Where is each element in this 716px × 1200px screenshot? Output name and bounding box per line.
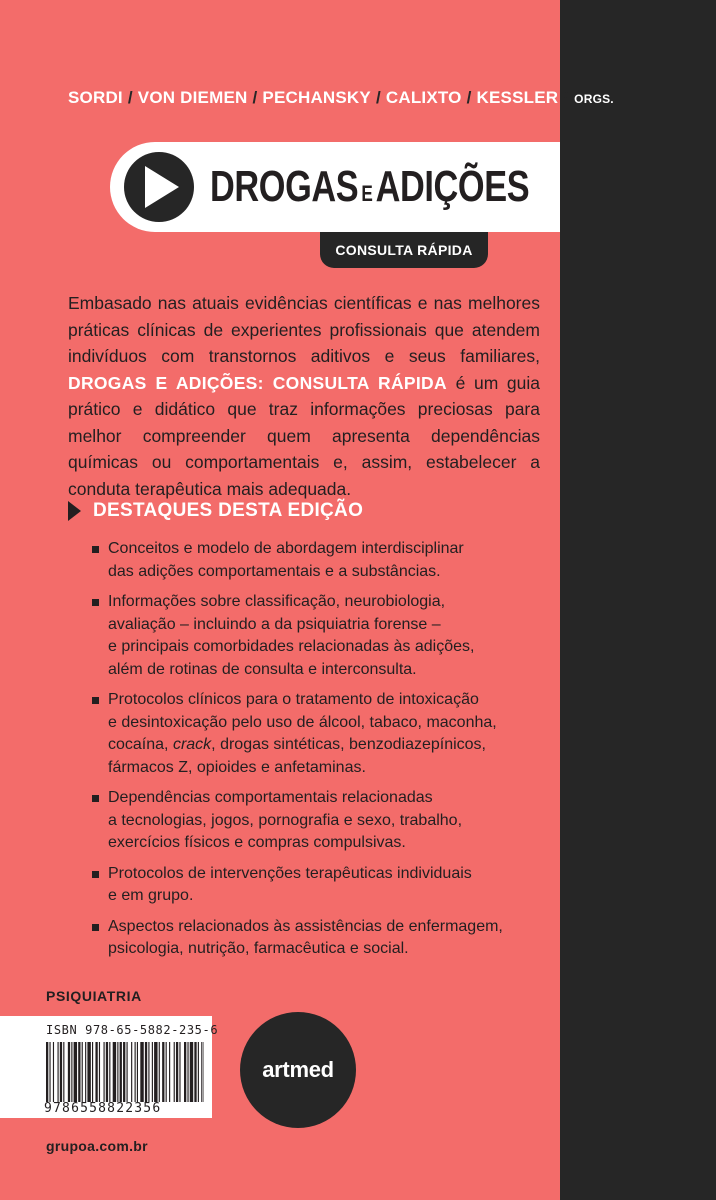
title-connector: E (361, 181, 373, 206)
highlights-heading-label: DESTAQUES DESTA EDIÇÃO (93, 500, 364, 521)
author-name: PECHANSKY (262, 88, 371, 107)
category-label: PSIQUIATRIA (46, 988, 142, 1004)
author-name: KESSLER (476, 88, 559, 107)
author-name: VON DIEMEN (137, 88, 248, 107)
intro-text-before: Embasado nas atuais evidências científicas e nas melhores práticas clínicas de experientes profissionais que atendem indivíduos com transtornos aditivos e seus familiares, (68, 293, 540, 366)
list-item (92, 538, 532, 583)
square-bullet-icon (92, 697, 99, 704)
square-bullet-icon (92, 795, 99, 802)
book-title (210, 160, 529, 214)
list-item (92, 787, 532, 855)
author-separator: / (252, 88, 258, 107)
intro-text-after: é um guia prático e didático que traz informações preciosas para melhor compreender quem apresenta dependências químicas ou comportamentais e, assim, estabelecer a conduta terapêutica mais adequada. (68, 372, 541, 499)
intro-paragraph (68, 290, 540, 502)
square-bullet-icon (92, 546, 99, 553)
list-item-text: Aspectos relacionados às assistências de enfermagem, psicologia, nutrição, farmacêutica e social. (108, 917, 503, 957)
barcode-image (46, 1042, 204, 1102)
highlights-list (92, 538, 532, 969)
book-subtitle: CONSULTA RÁPIDA (320, 232, 488, 268)
author-separator: / (127, 88, 133, 107)
play-icon (124, 152, 194, 222)
author-separator: / (563, 88, 569, 107)
title-part-1: DROGAS (210, 162, 359, 211)
list-item (92, 689, 532, 779)
list-item-text-part: Protocolos clínicos para o tratamento de intoxicação e desintoxicação pelo uso de álcool, tabaco, maconha, cocaína, (108, 691, 497, 753)
square-bullet-icon (92, 599, 99, 606)
author-name: CALIXTO (385, 88, 462, 107)
highlights-heading (68, 497, 363, 525)
publisher-logo: artmed (240, 1012, 356, 1128)
isbn-text: ISBN 978-65-5882-235-6 (46, 1023, 219, 1037)
list-item (92, 863, 532, 908)
list-item-italic: crack (172, 736, 212, 753)
title-part-2: ADIÇÕES (375, 162, 530, 211)
square-bullet-icon (92, 924, 99, 931)
list-item-text: Conceitos e modelo de abordagem interdisciplinar das adições comportamentais e a substâncias. (108, 540, 464, 580)
barcode-number: 9786558822356 (44, 1101, 162, 1116)
list-item-text (108, 691, 497, 776)
square-bullet-icon (92, 871, 99, 878)
list-item-text: Dependências comportamentais relacionadas a tecnologias, jogos, pornografia e sexo, trabalho, exercícios físicos e compras compulsivas. (108, 789, 463, 851)
list-item-text: Informações sobre classificação, neurobiologia, avaliação – incluindo a da psiquiatria forense – e principais comorbidades relacionadas às adições, além de rotinas de consulta e interconsulta. (108, 593, 475, 678)
list-item-text-part: , drogas sintéticas, benzodiazepínicos, fármacos Z, opioides e anfetaminas. (108, 736, 486, 776)
website-link: grupoa.com.br (46, 1138, 148, 1154)
arrow-right-icon (68, 501, 81, 521)
authors-line (68, 88, 614, 112)
list-item (92, 591, 532, 681)
list-item-text: Protocolos de intervenções terapêuticas individuais e em grupo. (108, 864, 472, 904)
author-separator: / (375, 88, 381, 107)
author-name: SORDI (68, 88, 123, 107)
list-item (92, 916, 532, 961)
author-separator: / (466, 88, 472, 107)
intro-title-highlight: DROGAS E ADIÇÕES: CONSULTA RÁPIDA (68, 372, 447, 393)
authors-suffix: ORGS. (574, 92, 614, 106)
book-spine (560, 0, 716, 1200)
